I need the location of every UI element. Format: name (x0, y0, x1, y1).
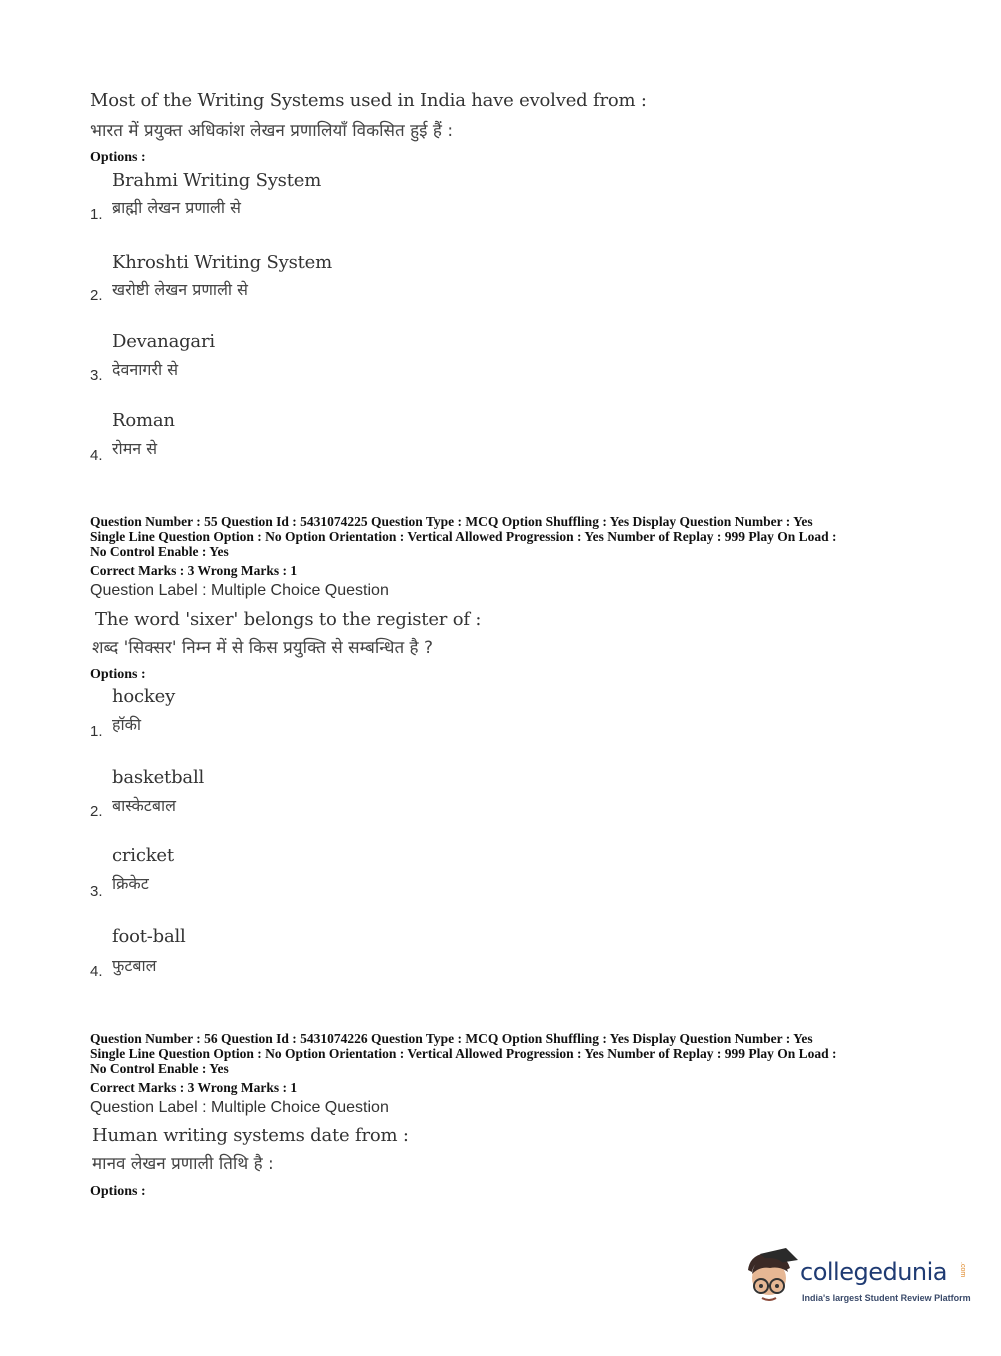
q55-option-1-number: 1. (90, 723, 103, 740)
q54-option-3-hindi: देवनागरी से (112, 360, 179, 379)
q54-options-label: Options : (90, 150, 146, 165)
q56-metadata (90, 1031, 920, 1076)
student-mascot-icon (742, 1248, 800, 1312)
q56-options-label: Options : (90, 1184, 146, 1199)
q54-option-2-hindi: खरोष्टी लेखन प्रणाली से (112, 280, 248, 299)
q55-option-3-english: cricket (112, 845, 174, 866)
q55-question-label: Question Label : Multiple Choice Question (90, 582, 389, 599)
q54-option-2-number: 2. (90, 287, 103, 304)
q55-meta-line-1: Question Number : 55 Question Id : 5431074225 Question Type : MCQ Option Shuffling : Yes Display Question Number : Yes (90, 514, 813, 529)
q54-option-2-english: Khroshti Writing System (112, 252, 332, 273)
q54-question-english: Most of the Writing Systems used in India have evolved from : (90, 90, 647, 111)
q55-option-4-hindi: फुटबाल (112, 956, 157, 975)
q56-marks: Correct Marks : 3 Wrong Marks : 1 (90, 1080, 298, 1095)
q54-option-3-english: Devanagari (112, 331, 215, 352)
q56-question-hindi: मानव लेखन प्रणाली तिथि है : (92, 1154, 274, 1174)
q55-meta-line-3: No Control Enable : Yes (90, 544, 229, 559)
q55-question-english: The word 'sixer' belongs to the register of : (95, 609, 482, 630)
q55-option-4-number: 4. (90, 963, 103, 980)
q56-meta-line-2: Single Line Question Option : No Option Orientation : Vertical Allowed Progression : Yes Number of Replay : 999 Play On Load : (90, 1046, 837, 1061)
q54-question-hindi: भारत में प्रयुक्त अधिकांश लेखन प्रणालियाँ विकसित हुई हैं : (90, 121, 454, 141)
q55-marks: Correct Marks : 3 Wrong Marks : 1 (90, 563, 298, 578)
q54-option-4-hindi: रोमन से (112, 439, 158, 458)
q55-metadata (90, 514, 920, 559)
q55-option-2-english: basketball (112, 767, 205, 788)
q55-option-1-english: hockey (112, 686, 176, 707)
q55-option-3-hindi: क्रिकेट (112, 874, 149, 893)
q54-option-4-english: Roman (112, 410, 175, 431)
q55-option-2-hindi: बास्केटबाल (112, 796, 176, 815)
collegedunia-logo-text: collegedunia (800, 1258, 948, 1286)
q55-option-4-english: foot-ball (112, 926, 186, 947)
q54-option-1-english: Brahmi Writing System (112, 170, 322, 191)
q54-option-1-number: 1. (90, 206, 103, 223)
collegedunia-logo-suffix: .com (959, 1262, 966, 1278)
q56-meta-line-1: Question Number : 56 Question Id : 5431074226 Question Type : MCQ Option Shuffling : Yes Display Question Number : Yes (90, 1031, 813, 1046)
q56-question-english: Human writing systems date from : (92, 1125, 409, 1146)
collegedunia-watermark (742, 1248, 972, 1312)
q55-options-label: Options : (90, 667, 146, 682)
q56-question-label: Question Label : Multiple Choice Question (90, 1099, 389, 1116)
q55-meta-line-2: Single Line Question Option : No Option Orientation : Vertical Allowed Progression : Yes Number of Replay : 999 Play On Load : (90, 529, 837, 544)
collegedunia-tagline: India's largest Student Review Platform (802, 1293, 971, 1303)
q55-option-3-number: 3. (90, 883, 103, 900)
q54-option-4-number: 4. (90, 447, 103, 464)
q54-option-1-hindi: ब्राह्मी लेखन प्रणाली से (112, 198, 241, 217)
q55-option-2-number: 2. (90, 803, 103, 820)
q56-meta-line-3: No Control Enable : Yes (90, 1061, 229, 1076)
q55-option-1-hindi: हॉकी (112, 715, 142, 734)
q54-option-3-number: 3. (90, 367, 103, 384)
q55-question-hindi: शब्द 'सिक्सर' निम्न में से किस प्रयुक्ति से सम्बन्धित है ? (92, 638, 434, 658)
